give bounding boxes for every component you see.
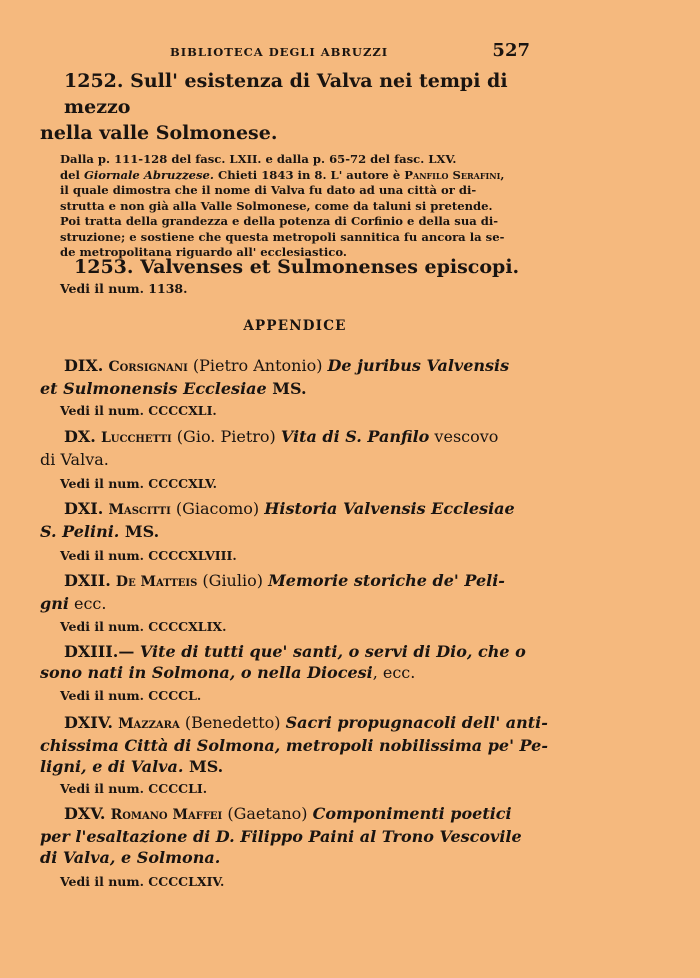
entry-title-line2: nella valle Solmonese. <box>40 122 278 144</box>
entry-title-line1: Sull' esistenza di Valva nei tempi di mezzo <box>64 70 508 118</box>
item-number: DXI. <box>64 499 104 518</box>
item-rest-line2: di Valva. <box>40 450 109 469</box>
author-surname: Mazzara <box>118 716 180 732</box>
work-title-cont: ligni, e di Valva. <box>40 757 184 776</box>
work-title: Componimenti poetici <box>312 804 512 823</box>
author-given: (Gaetano) <box>222 804 313 823</box>
work-title: Memorie storiche de' Peli- <box>268 571 505 590</box>
work-title-cont: per l'esaltazione di D. Filippo Paini al Trono Vescovile <box>40 827 522 846</box>
appendix-item <box>40 641 580 704</box>
desc-line: il quale dimostra che il nome di Valva fu dato ad una città or di- <box>60 183 477 197</box>
journal-title: Giornale Abruzzese. <box>83 167 214 182</box>
author-surname: Romano Maffei <box>110 807 223 823</box>
author-given: (Benedetto) <box>179 713 286 732</box>
item-suffix: MS. <box>119 522 160 541</box>
author-given: (Gio. Pietro) <box>171 427 281 446</box>
item-suffix: , ecc. <box>372 663 416 682</box>
entry-1252 <box>40 68 560 261</box>
item-number: DXV. <box>64 804 106 823</box>
entry-number: 1253. <box>74 256 134 278</box>
entry-title-line1: Valvenses et Sulmonenses episcopi. <box>140 256 520 278</box>
desc-line: Poi tratta della grandezza e della potenza di Corfinio e della sua di- <box>60 214 499 228</box>
author-surname: Lucchetti <box>100 430 172 446</box>
cross-reference: Vedi il num. CCCCLXIV. <box>60 874 225 889</box>
cross-reference: Vedi il num. CCCCXLI. <box>60 403 217 418</box>
author-given: (Pietro Antonio) <box>187 356 328 375</box>
item-suffix: MS. <box>266 379 307 398</box>
author-given: (Giulio) <box>197 571 269 590</box>
cross-reference: Vedi il num. CCCCXLV. <box>60 476 217 491</box>
author-surname: Corsignani <box>108 359 188 375</box>
entry-1253 <box>40 254 560 297</box>
item-number: DXII. <box>64 571 111 590</box>
desc-line: strutta e non già alla Valle Solmonese, come da taluni si pretende. <box>60 198 493 213</box>
cross-reference: Vedi il num. CCCCL. <box>60 688 202 703</box>
work-title-cont: chissima Città di Solmona, metropoli nobilissima pe' Pe- <box>40 736 548 755</box>
work-title: De juribus Valvensis <box>327 356 510 375</box>
page-number: 527 <box>492 40 530 61</box>
appendix-item <box>40 498 580 564</box>
running-title: BIBLIOTECA DEGLI ABRUZZI <box>170 45 389 59</box>
work-title-cont: gni <box>40 594 69 613</box>
appendix-item <box>40 712 580 797</box>
work-title-cont: sono nati in Solmona, o nella Diocesi <box>40 663 373 682</box>
item-number: DXIV. <box>64 713 113 732</box>
author-surname: Mascitti <box>108 502 171 518</box>
item-suffix: ecc. <box>68 594 107 613</box>
appendix-item <box>40 570 580 635</box>
cross-reference: Vedi il num. 1138. <box>60 281 188 296</box>
entry-number: 1252. <box>64 70 124 92</box>
work-title: Vite di tutti que' santi, o servi di Dio, che o <box>134 642 526 661</box>
cross-reference: Vedi il num. CCCCLI. <box>60 781 208 796</box>
work-title-cont: S. Pelini. <box>40 522 120 541</box>
desc-line: Dalla p. 111-128 del fasc. LXII. e dalla p. 65-72 del fasc. LXV. <box>60 152 457 166</box>
appendix-item <box>40 426 580 492</box>
appendix-item <box>40 803 580 890</box>
work-title: Sacri propugnacoli dell' anti- <box>285 713 548 732</box>
appendix-item <box>40 355 580 419</box>
author-given: (Giacomo) <box>170 499 265 518</box>
cross-reference: Vedi il num. CCCCXLIX. <box>60 619 227 634</box>
work-title-cont: di Valva, e Solmona. <box>40 848 221 867</box>
item-rest: vescovo <box>429 427 499 446</box>
entry-title <box>40 254 560 280</box>
running-head <box>170 40 530 61</box>
entry-title <box>40 68 560 120</box>
work-title-cont: et Sulmonensis Ecclesiae <box>40 379 267 398</box>
author-name: Panfilo Serafini <box>404 167 501 182</box>
cross-reference: Vedi il num. CCCCXLVIII. <box>60 548 237 563</box>
author-surname: De Matteis <box>115 574 198 590</box>
desc-line: del Giornale Abruzzese. Chieti 1843 in 8. L' autore è Panfilo Serafini, <box>60 167 505 182</box>
item-number: DIX. <box>64 356 104 375</box>
entry-description <box>40 152 560 261</box>
item-number: DX. <box>64 427 96 446</box>
work-title: Vita di S. Panfilo <box>280 427 430 446</box>
item-number: DXIII.— <box>64 642 135 661</box>
desc-line: de metropolitana riguardo all' ecclesiastico. <box>60 245 347 259</box>
work-title: Historia Valvensis Ecclesiae <box>264 499 515 518</box>
item-suffix: MS. <box>183 757 224 776</box>
appendix-heading: APPENDICE <box>243 318 347 334</box>
desc-line: struzione; e sostiene che questa metropoli sannitica fu ancora la se- <box>60 229 505 244</box>
